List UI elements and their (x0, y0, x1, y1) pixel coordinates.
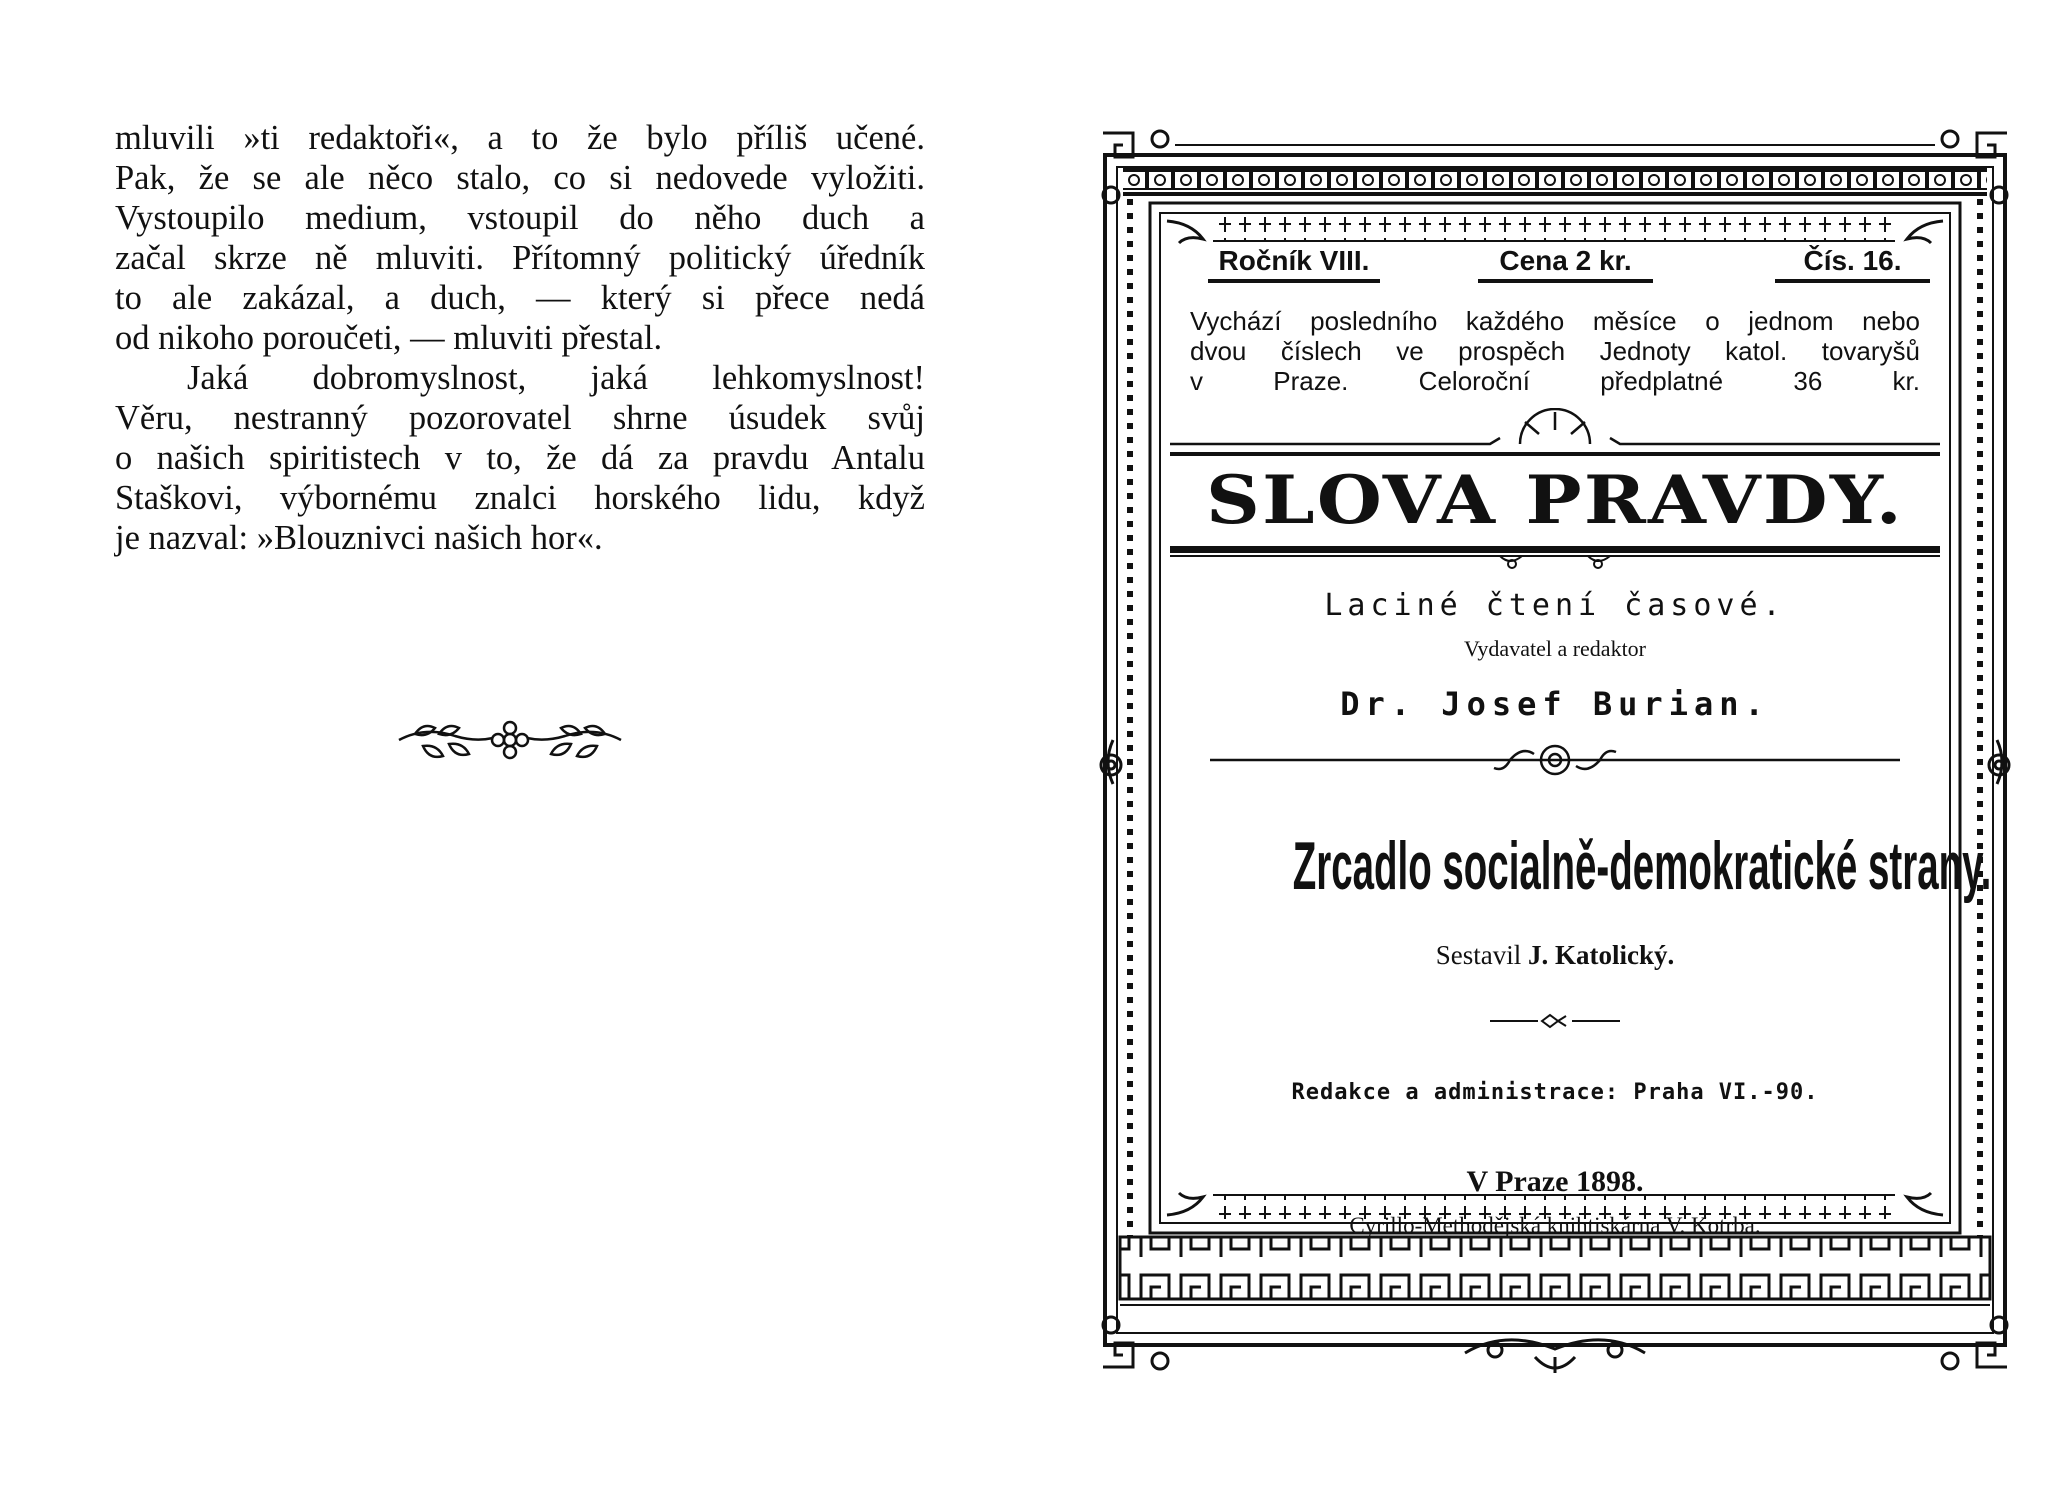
intro-line: v Praze. Celoroční předplatné 36 kr. (1190, 366, 1920, 396)
text-line: Pak, že se ale něco stalo, co si nedovede vyložiti. (115, 159, 925, 197)
issue-label: Čís. 16. (1775, 245, 1930, 283)
publisher-label: Vydavatel a redaktor (1463, 636, 1647, 661)
text-line: Staškovi, výbornému znalci horského lidu, když (115, 479, 925, 517)
editor-name: Dr. Josef Burian. (1340, 685, 1770, 723)
text-line: to ale zakázal, a duch, — který si přece nedá (115, 279, 925, 317)
compiler-label: Sestavil (1435, 940, 1522, 970)
printer: Cyrillo-Methodějská knihtiskárna V. Kotrba. (1349, 1213, 1761, 1238)
text-line: mluvili »ti redaktoři«, a to že bylo příliš učené. (115, 119, 925, 157)
intro-line: dvou číslech ve prospěch Jednoty katol. tovaryšů (1190, 336, 1920, 366)
subtitle: Laciné čtení časové. (1324, 588, 1786, 623)
left-page-text (115, 118, 925, 558)
small-divider-icon (1490, 1012, 1620, 1030)
place-year: V Praze 1898. (1466, 1165, 1644, 1198)
text-line: Vystoupilo medium, vstoupil do něho duch a (115, 199, 925, 237)
text-line: o našich spiritistech v to, že dá za pravdu Antalu (115, 439, 925, 477)
address: Redakce a administrace: Praha VI.-90. (1291, 1080, 1819, 1105)
main-title: Zrcadlo socialně-demokratické strany. (1292, 829, 1992, 905)
sunrise-ornament-icon (1170, 408, 1940, 448)
intro-line: Vychází posledního každého měsíce o jednom nebo (1190, 306, 1920, 336)
volume-label: Ročník VIII. (1208, 245, 1380, 283)
masthead-underline-ornament (1170, 550, 1940, 574)
floral-vignette-icon (395, 712, 625, 768)
text-line: Jaká dobromyslnost, jaká lehkomyslnost! (187, 359, 925, 397)
compiler-line (1170, 940, 1940, 971)
masthead (1170, 452, 1940, 553)
compiler-name: J. Katolický. (1528, 940, 1675, 970)
text-line: Věru, nestranný pozorovatel shrne úsudek svůj (115, 399, 925, 437)
text-line: je nazval: »Blouznivci našich hor«. (115, 519, 603, 557)
price-label: Cena 2 kr. (1478, 245, 1653, 283)
masthead-title: SLOVA PRAVDY. (1206, 461, 1904, 539)
swirl-divider-icon (1210, 738, 1900, 782)
text-line: začal skrze ně mluviti. Přítomný politický úředník (115, 239, 925, 277)
text-line: od nikoho poroučeti, — mluviti přestal. (115, 319, 663, 357)
intro-text (1190, 306, 1920, 396)
